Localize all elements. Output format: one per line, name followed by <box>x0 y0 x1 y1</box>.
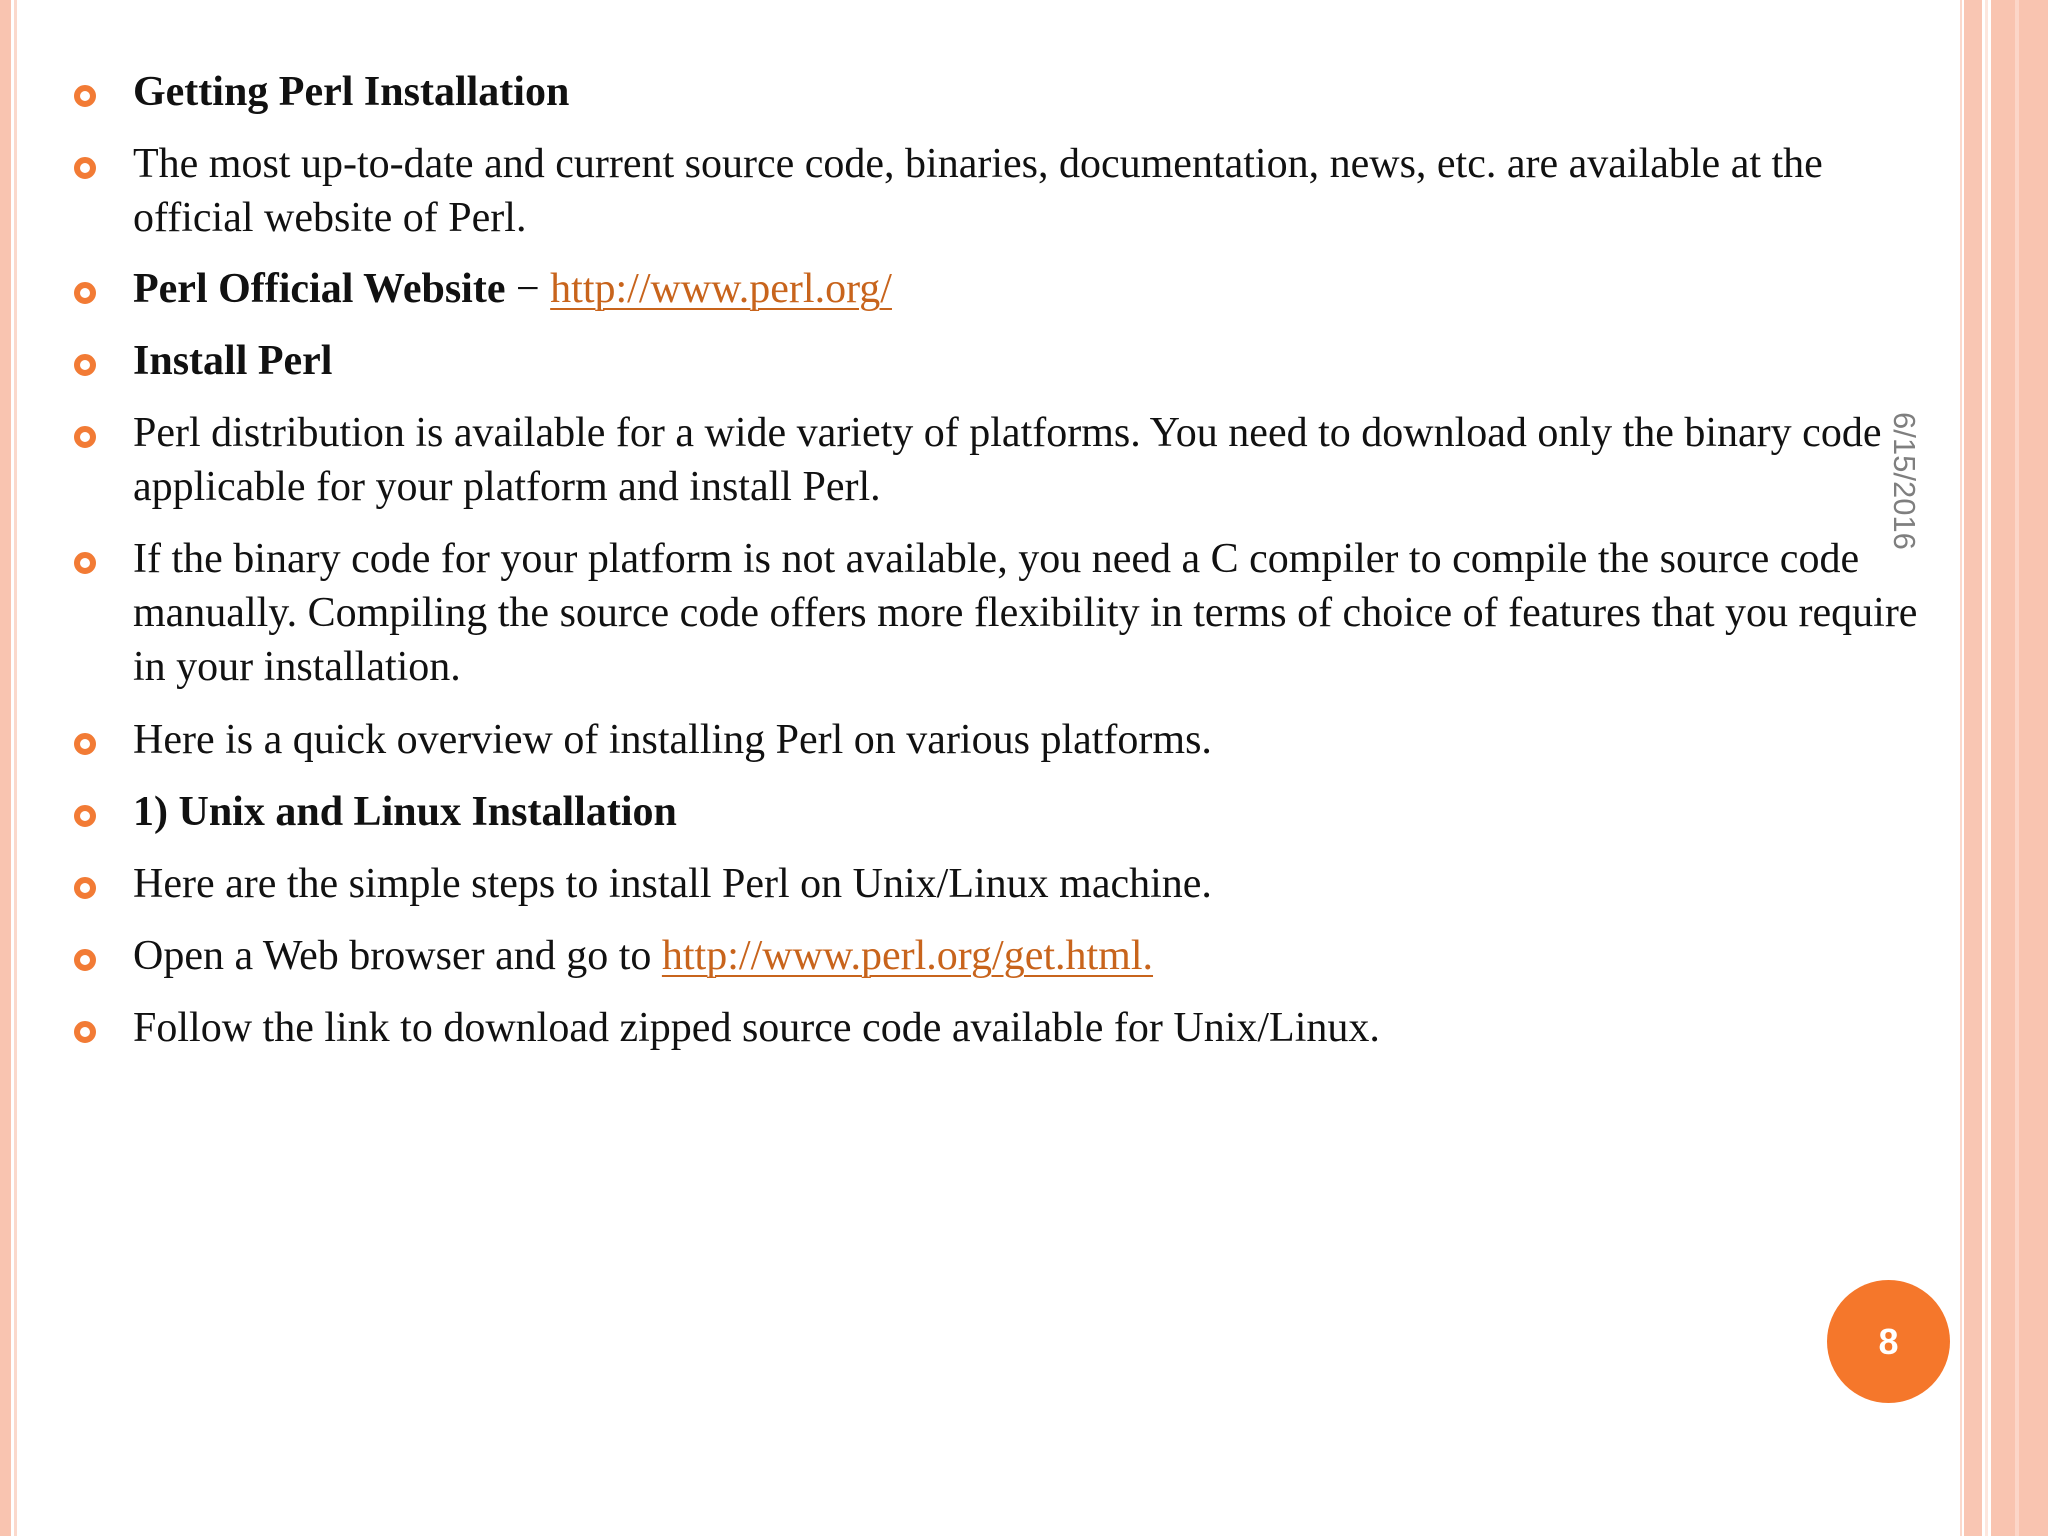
list-item-text <box>133 929 1923 983</box>
left-border-bar <box>0 0 11 1536</box>
heading-getting-perl: Getting Perl Installation <box>133 69 570 115</box>
heading-unix-linux: 1) Unix and Linux Installation <box>133 789 677 835</box>
list-item-text <box>133 785 1923 839</box>
right-border-line <box>1985 0 1988 1536</box>
separator: − <box>505 266 551 312</box>
bullet-ring-icon <box>74 733 96 755</box>
bullet-ring-icon <box>74 426 96 448</box>
list-item-text: Follow the link to download zipped source code available for Unix/Linux. <box>133 1005 1380 1051</box>
bullet-ring-icon <box>74 157 96 179</box>
bullet-ring-icon <box>74 949 96 971</box>
perl-get-link[interactable]: http://www.perl.org/get.html. <box>661 933 1154 979</box>
left-border-line <box>14 0 17 1536</box>
perl-website-link[interactable]: http://www.perl.org/ <box>550 266 892 312</box>
list-item-text: The most up-to-date and current source code, binaries, documentation, news, etc. are available at the official website of Perl. <box>133 141 1823 241</box>
right-border-line <box>1960 0 1962 1536</box>
right-border-bar <box>1964 0 1982 1536</box>
list-item-text <box>133 262 1923 316</box>
right-border-bar-wide <box>1991 0 2048 1536</box>
heading-install-perl: Install Perl <box>133 338 333 384</box>
bullet-ring-icon <box>74 1021 96 1043</box>
label-official-website: Perl Official Website <box>133 266 506 312</box>
bullet-ring-icon <box>74 805 96 827</box>
list-item-text: Perl distribution is available for a wide variety of platforms. You need to download only the binary code applicable for your platform and install Perl. <box>133 410 1882 510</box>
open-browser-text: Open a Web browser and go to <box>133 933 662 979</box>
list-item-text: If the binary code for your platform is not available, you need a C compiler to compile the source code manually. Compiling the source code offers more flexibility in terms of choice of features that you require in your installation. <box>133 536 1918 690</box>
list-item-text: Here are the simple steps to install Perl on Unix/Linux machine. <box>133 861 1212 907</box>
right-border-line <box>2015 0 2019 1536</box>
slide-date: 6/15/2016 <box>1887 412 1922 550</box>
bullet-ring-icon <box>74 85 96 107</box>
list-item-text <box>133 334 1923 388</box>
page-number-badge: 8 <box>1827 1280 1950 1403</box>
list-item-text: Here is a quick overview of installing Perl on various platforms. <box>133 717 1212 763</box>
list-item-text <box>133 65 1923 119</box>
bullet-ring-icon <box>74 354 96 376</box>
bullet-ring-icon <box>74 877 96 899</box>
bullet-ring-icon <box>74 552 96 574</box>
bullet-ring-icon <box>74 282 96 304</box>
